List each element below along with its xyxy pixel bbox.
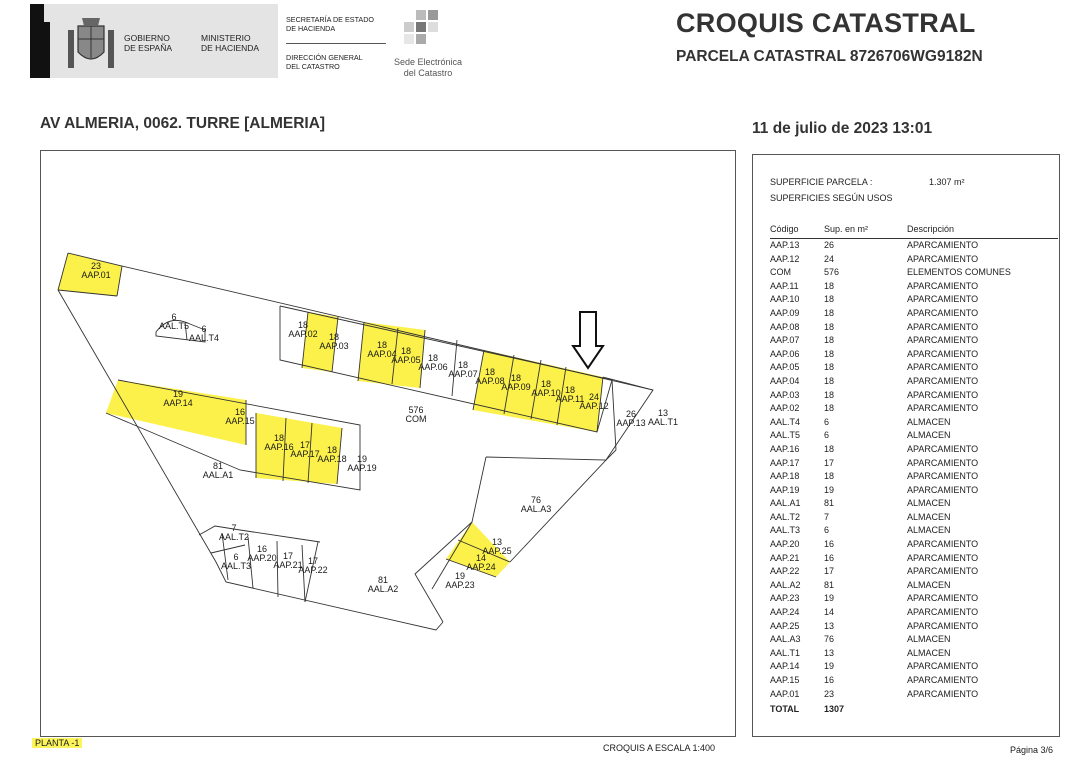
cell-codigo: AAP.01: [770, 688, 800, 699]
map-unit-code: AAP.01: [81, 270, 111, 280]
cell-codigo: AAP.05: [770, 362, 800, 373]
map-unit-code: AAP.20: [247, 553, 277, 563]
cell-descripcion: APARCAMIENTO: [907, 457, 979, 468]
superficie-label: SUPERFICIE PARCELA :: [770, 177, 873, 187]
cell-descripcion: APARCAMIENTO: [907, 566, 979, 577]
table-row: [770, 416, 1060, 430]
cell-superficie: 18: [824, 389, 835, 400]
date-time: 11 de julio de 2023 13:01: [752, 120, 933, 137]
secretaria-label: SECRETARÍA DE ESTADO DE HACIENDA: [286, 15, 374, 33]
cell-descripcion: ALMACEN: [907, 634, 951, 645]
table-row: [770, 565, 1060, 579]
table-row: [770, 633, 1060, 647]
map-area-value: 18: [297, 320, 309, 330]
cell-codigo: AAL.A2: [770, 579, 801, 590]
usos-row: [770, 192, 1060, 206]
cell-superficie: 18: [824, 321, 835, 332]
cell-descripcion: APARCAMIENTO: [907, 607, 979, 618]
cell-superficie: 7: [824, 511, 830, 522]
map-unit-code: AAP.09: [501, 382, 531, 392]
map-unit-code: AAP.21: [273, 560, 303, 570]
cell-descripcion: APARCAMIENTO: [907, 539, 979, 550]
map-unit-code: AAP.02: [288, 329, 318, 339]
map-area-value: 76: [530, 495, 542, 505]
header-descripcion: Descripción: [907, 224, 955, 234]
cell-descripcion: APARCAMIENTO: [907, 593, 979, 604]
cell-descripcion: APARCAMIENTO: [907, 661, 979, 672]
cell-superficie: 17: [824, 457, 835, 468]
cell-codigo: AAL.A3: [770, 634, 801, 645]
map-unit-code: AAP.04: [367, 349, 397, 359]
cell-descripcion: APARCAMIENTO: [907, 471, 979, 482]
map-unit-code: COM: [405, 414, 427, 424]
cell-superficie: 76: [824, 634, 835, 645]
sede-electronica-label: Sede Electrónica del Catastro: [393, 57, 463, 78]
map-unit-code: AAP.10: [531, 388, 561, 398]
map-unit-code: AAL.T5: [158, 321, 190, 331]
map-area-value: 23: [90, 261, 102, 271]
usos-label: SUPERFICIES SEGÚN USOS: [770, 193, 893, 203]
table-row: [770, 361, 1060, 375]
map-area-value: 18: [457, 360, 469, 370]
map-unit-code: AAP.05: [391, 355, 421, 365]
map-unit-code: AAP.23: [445, 580, 475, 590]
cell-superficie: 18: [824, 294, 835, 305]
table-row: [770, 470, 1060, 484]
cell-superficie: 18: [824, 362, 835, 373]
document-subtitle: PARCELA CATASTRAL 8726706WG9182N: [676, 48, 983, 65]
cell-descripcion: APARCAMIENTO: [907, 484, 979, 495]
map-unit-code: AAL.T2: [218, 532, 250, 542]
cell-codigo: AAL.T3: [770, 525, 801, 536]
cell-superficie: 18: [824, 280, 835, 291]
map-unit-code: AAP.14: [163, 398, 193, 408]
cell-descripcion: ELEMENTOS COMUNES: [907, 267, 1011, 278]
header-codigo: Código: [770, 224, 799, 234]
cell-superficie: 16: [824, 552, 835, 563]
table-row: [770, 321, 1060, 335]
map-area-value: 17: [282, 551, 294, 561]
map-area-value: 18: [427, 353, 439, 363]
table-body: [770, 239, 1060, 701]
cell-descripcion: APARCAMIENTO: [907, 348, 979, 359]
cell-codigo: AAL.T4: [770, 416, 801, 427]
cell-descripcion: ALMACEN: [907, 579, 951, 590]
cell-superficie: 18: [824, 471, 835, 482]
map-unit-code: AAP.12: [579, 401, 609, 411]
map-area-value: 18: [273, 433, 285, 443]
table-row: [770, 266, 1060, 280]
table-row: [770, 606, 1060, 620]
map-unit-code: AAL.T3: [220, 561, 252, 571]
table-row: [770, 429, 1060, 443]
cell-superficie: 18: [824, 335, 835, 346]
cell-codigo: AAP.10: [770, 294, 800, 305]
cell-descripcion: ALMACEN: [907, 430, 951, 441]
cell-descripcion: ALMACEN: [907, 511, 951, 522]
cell-codigo: AAP.21: [770, 552, 800, 563]
cell-descripcion: APARCAMIENTO: [907, 443, 979, 454]
cell-superficie: 81: [824, 579, 835, 590]
cell-descripcion: ALMACEN: [907, 416, 951, 427]
cell-descripcion: APARCAMIENTO: [907, 552, 979, 563]
map-unit-code: AAL.T4: [188, 333, 220, 343]
cell-superficie: 19: [824, 484, 835, 495]
surfaces-table: [770, 176, 1060, 717]
map-area-value: 13: [491, 537, 503, 547]
cell-codigo: AAP.14: [770, 661, 800, 672]
gobierno-label: GOBIERNO DE ESPAÑA: [124, 33, 173, 53]
cell-descripcion: ALMACEN: [907, 647, 951, 658]
map-unit-code: AAL.A1: [202, 470, 234, 480]
cell-codigo: AAP.18: [770, 471, 800, 482]
map-unit-code: AAL.A3: [520, 504, 552, 514]
map-area-value: 19: [454, 571, 466, 581]
table-row: [770, 511, 1060, 525]
map-unit-code: AAP.03: [319, 341, 349, 351]
cell-superficie: 23: [824, 688, 835, 699]
ministerio-label: MINISTERIO DE HACIENDA: [201, 33, 260, 53]
map-area-value: 576: [408, 405, 424, 415]
map-area-value: 26: [625, 409, 637, 419]
map-unit-code: AAP.19: [347, 463, 377, 473]
map-unit-code: AAP.08: [475, 376, 505, 386]
map-unit-code: AAP.11: [555, 394, 585, 404]
cell-superficie: 24: [824, 253, 835, 264]
header-superficie: Sup. en m²: [824, 224, 869, 234]
cell-descripcion: ALMACEN: [907, 525, 951, 536]
cell-codigo: AAP.08: [770, 321, 800, 332]
map-unit-code: AAP.24: [466, 562, 496, 572]
cell-superficie: 13: [824, 620, 835, 631]
map-area-value: 19: [172, 389, 184, 399]
cell-superficie: 19: [824, 593, 835, 604]
map-area-value: 18: [564, 385, 576, 395]
cell-descripcion: APARCAMIENTO: [907, 403, 979, 414]
cell-superficie: 19: [824, 661, 835, 672]
table-row: [770, 620, 1060, 634]
cell-superficie: 18: [824, 375, 835, 386]
document-title: CROQUIS CATASTRAL: [676, 8, 976, 38]
cell-codigo: AAP.07: [770, 335, 800, 346]
table-row: [770, 660, 1060, 674]
map-area-value: 24: [588, 392, 600, 402]
cell-codigo: AAP.22: [770, 566, 800, 577]
cell-codigo: AAP.24: [770, 607, 800, 618]
map-unit-code: AAP.13: [616, 418, 646, 428]
cell-codigo: AAP.13: [770, 240, 800, 250]
total-value: 1307: [824, 704, 845, 715]
superficie-value: 1.307 m²: [929, 177, 965, 187]
cell-superficie: 6: [824, 525, 830, 536]
map-area-value: 18: [510, 373, 522, 383]
map-area-value: 18: [484, 367, 496, 377]
cell-codigo: AAP.04: [770, 375, 800, 386]
table-row: [770, 484, 1060, 498]
plan-lines: [58, 253, 653, 630]
map-area-value: 18: [376, 340, 388, 350]
cell-codigo: AAL.T5: [770, 430, 801, 441]
map-area-value: 81: [377, 575, 389, 585]
page-number: Página 3/6: [1010, 745, 1054, 755]
table-row: [770, 592, 1060, 606]
map-unit-code: AAP.16: [264, 442, 294, 452]
table-row: [770, 402, 1060, 416]
cell-superficie: 18: [824, 348, 835, 359]
cell-codigo: AAP.25: [770, 620, 800, 631]
scale-label: CROQUIS A ESCALA 1:400: [603, 743, 716, 753]
map-area-value: 16: [234, 407, 246, 417]
table-row: [770, 674, 1060, 688]
map-unit-code: AAP.07: [448, 369, 478, 379]
cell-superficie: 16: [824, 539, 835, 550]
cell-descripcion: ALMACEN: [907, 498, 951, 509]
map-unit-code: AAP.25: [482, 546, 512, 556]
cell-codigo: AAL.A1: [770, 498, 801, 509]
cell-codigo: AAP.17: [770, 457, 800, 468]
map-area-value: 16: [256, 544, 268, 554]
planta-label: PLANTA -1: [32, 738, 82, 748]
cell-codigo: AAP.06: [770, 348, 800, 359]
cell-superficie: 81: [824, 498, 835, 509]
table-header: [770, 220, 1058, 239]
total-label: TOTAL: [770, 704, 800, 715]
table-row: [770, 497, 1060, 511]
cell-descripcion: APARCAMIENTO: [907, 389, 979, 400]
map-unit-code: AAL.T1: [647, 417, 679, 427]
cell-codigo: AAP.16: [770, 443, 800, 454]
table-row: [770, 334, 1060, 348]
table-row: [770, 348, 1060, 362]
cell-descripcion: APARCAMIENTO: [907, 321, 979, 332]
cell-descripcion: APARCAMIENTO: [907, 688, 979, 699]
table-row: [770, 293, 1060, 307]
cell-descripcion: APARCAMIENTO: [907, 362, 979, 373]
table-row: [770, 538, 1060, 552]
map-area-value: 19: [356, 454, 368, 464]
map-area-value: 6: [171, 312, 177, 322]
cell-superficie: 13: [824, 647, 835, 658]
map-area-value: 13: [657, 408, 669, 418]
table-row: [770, 688, 1060, 702]
arrow-down-icon: [573, 312, 603, 368]
cell-codigo: AAP.23: [770, 593, 800, 604]
table-row: [770, 280, 1060, 294]
cell-superficie: 26: [824, 240, 835, 250]
cell-descripcion: APARCAMIENTO: [907, 675, 979, 685]
table-row: [770, 239, 1060, 253]
map-unit-code: AAP.06: [418, 362, 448, 372]
table-row: [770, 443, 1060, 457]
map-unit-code: AAP.17: [290, 449, 320, 459]
map-area-value: 18: [400, 346, 412, 356]
cell-codigo: AAP.19: [770, 484, 800, 495]
map-unit-code: AAP.15: [225, 416, 255, 426]
superficie-row: [770, 176, 1060, 190]
map-area-value: 17: [307, 556, 319, 566]
total-row: [770, 703, 1060, 717]
address: AV ALMERIA, 0062. TURRE [ALMERIA]: [40, 115, 326, 132]
cell-codigo: AAP.12: [770, 253, 800, 264]
table-row: [770, 457, 1060, 471]
cell-codigo: AAP.09: [770, 307, 800, 318]
direccion-label: DIRECCIÓN GENERAL DEL CATASTRO: [286, 53, 363, 71]
map-area-value: 14: [475, 553, 487, 563]
cell-descripcion: APARCAMIENTO: [907, 375, 979, 386]
table-row: [770, 647, 1060, 661]
cell-superficie: 6: [824, 416, 830, 427]
map-area-value: 6: [233, 552, 239, 562]
table-row: [770, 307, 1060, 321]
cell-codigo: AAL.T1: [770, 647, 801, 658]
cell-descripcion: APARCAMIENTO: [907, 240, 979, 250]
cell-superficie: 6: [824, 430, 830, 441]
map-area-value: 7: [231, 523, 237, 533]
cell-descripcion: APARCAMIENTO: [907, 253, 979, 264]
table-row: [770, 524, 1060, 538]
cell-descripcion: APARCAMIENTO: [907, 335, 979, 346]
table-row: [770, 375, 1060, 389]
table-row: [770, 253, 1060, 267]
cell-codigo: AAP.20: [770, 539, 800, 550]
cell-superficie: 18: [824, 403, 835, 414]
cell-superficie: 18: [824, 307, 835, 318]
map-area-value: 18: [540, 379, 552, 389]
cell-codigo: AAP.11: [770, 280, 799, 291]
cell-descripcion: APARCAMIENTO: [907, 280, 979, 291]
table-row: [770, 389, 1060, 403]
cell-codigo: COM: [770, 267, 791, 278]
cell-descripcion: APARCAMIENTO: [907, 620, 979, 631]
map-area-value: 6: [201, 324, 207, 334]
map-area-value: 81: [212, 461, 224, 471]
cell-superficie: 17: [824, 566, 835, 577]
cell-codigo: AAP.03: [770, 389, 800, 400]
cell-codigo: AAP.15: [770, 675, 800, 685]
map-area-value: 18: [328, 332, 340, 342]
map-unit-code: AAP.18: [317, 454, 347, 464]
map-area-value: 18: [326, 445, 338, 455]
map-unit-code: AAL.A2: [367, 584, 399, 594]
cell-superficie: 14: [824, 607, 835, 618]
map-unit-code: AAP.22: [298, 565, 328, 575]
cell-codigo: AAP.02: [770, 403, 800, 414]
cell-descripcion: APARCAMIENTO: [907, 307, 979, 318]
map-area-value: 17: [299, 440, 311, 450]
table-row: [770, 552, 1060, 566]
cell-descripcion: APARCAMIENTO: [907, 294, 979, 305]
table-row: [770, 579, 1060, 593]
cell-superficie: 16: [824, 675, 835, 685]
cell-codigo: AAL.T2: [770, 511, 801, 522]
cell-superficie: 18: [824, 443, 835, 454]
cell-superficie: 576: [824, 267, 840, 278]
